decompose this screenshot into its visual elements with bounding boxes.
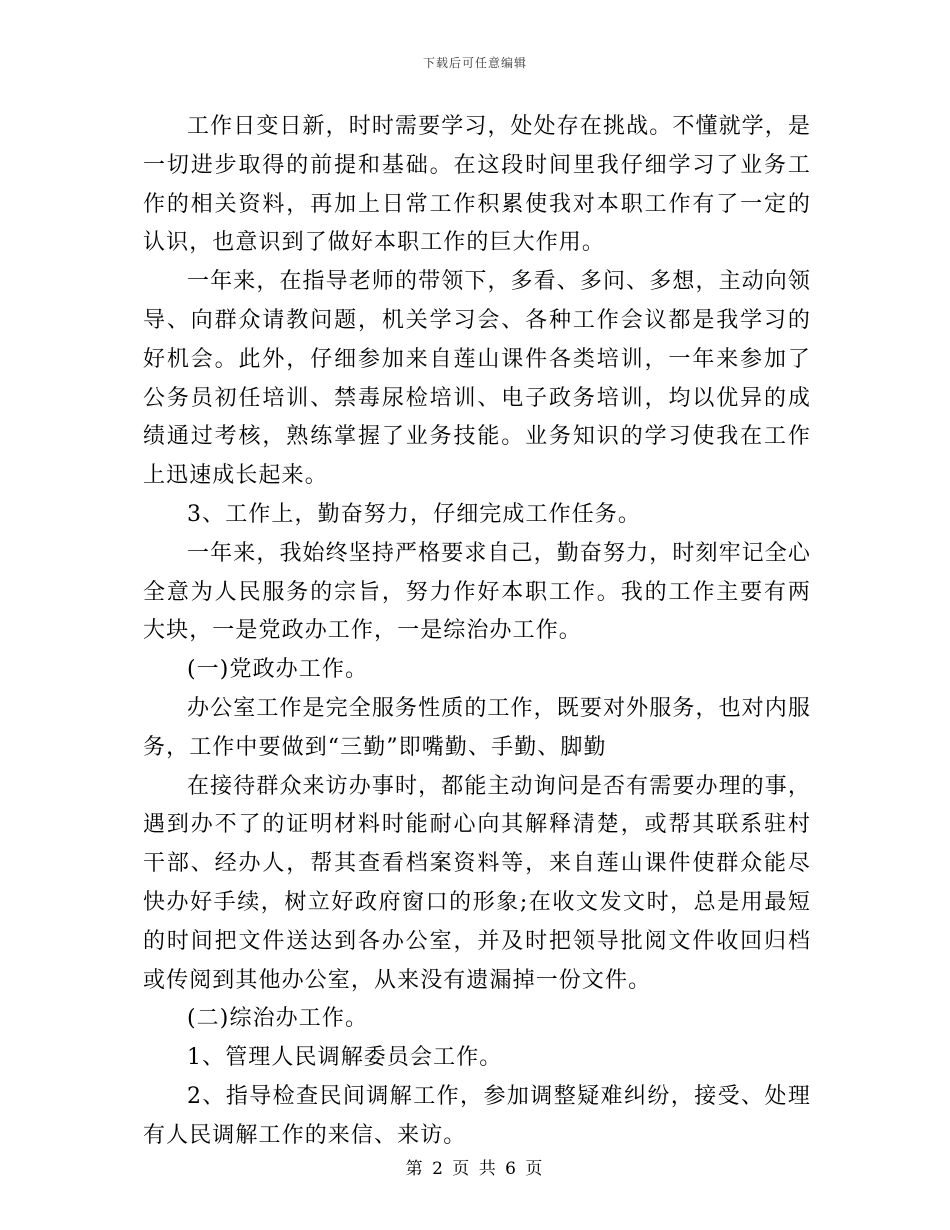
paragraph-10: 2、指导检查民间调解工作，参加调整疑难纠纷，接受、处理有人民调解工作的来信、来访。 (143, 1083, 811, 1148)
paragraph-5: (一)党政办工作。 (187, 657, 369, 683)
paragraph-9: 1、管理人民调解委员会工作。 (187, 1045, 503, 1071)
document-body (143, 108, 811, 1156)
paragraph-7: 在接待群众来访办事时，都能主动询问是否有需要办理的事，遇到办不了的证明材料时能耐心向其解释清楚，或帮其联系驻村干部、经办人，帮其查看档案资料等，来自莲山课件使群众能尽快办好手续，树立好政府窗口的形象;在收文发文时，总是用最短的时间把文件送达到各办公室，并及时把领导批阅文件收回归档或传阅到其他办公室，从来没有遗漏掉一份文件。 (143, 773, 811, 993)
paragraph-6: 办公室工作是完全服务性质的工作，既要对外服务，也对内服务，工作中要做到“三勤”即嘴勤、手勤、脚勤 (143, 695, 811, 760)
paragraph-4: 一年来，我始终坚持严格要求自己，勤奋努力，时刻牢记全心全意为人民服务的宗旨，努力作好本职工作。我的工作主要有两大块，一是党政办工作，一是综治办工作。 (143, 540, 811, 644)
paragraph-1: 工作日变日新，时时需要学习，处处存在挑战。不懂就学，是一切进步取得的前提和基础。在这段时间里我仔细学习了业务工作的相关资料，再加上日常工作积累使我对本职工作有了一定的认识，也意识到了做好本职工作的巨大作用。 (143, 114, 811, 256)
page-footer: 第 2 页 共 6 页 (405, 1159, 545, 1179)
paragraph-2: 一年来，在指导老师的带领下，多看、多问、多想，主动向领导、向群众请教问题，机关学习会、各种工作会议都是我学习的好机会。此外，仔细参加来自莲山课件各类培训，一年来参加了公务员初任培训、禁毒尿检培训、电子政务培训，均以优异的成绩通过考核，熟练掌握了业务技能。业务知识的学习使我在工作上迅速成长起来。 (143, 269, 811, 489)
paragraph-3: 3、工作上，勤奋努力，仔细完成工作任务。 (187, 501, 641, 527)
page-header: 下载后可任意编辑 (422, 56, 527, 70)
paragraph-8: (二)综治办工作。 (187, 1006, 369, 1032)
